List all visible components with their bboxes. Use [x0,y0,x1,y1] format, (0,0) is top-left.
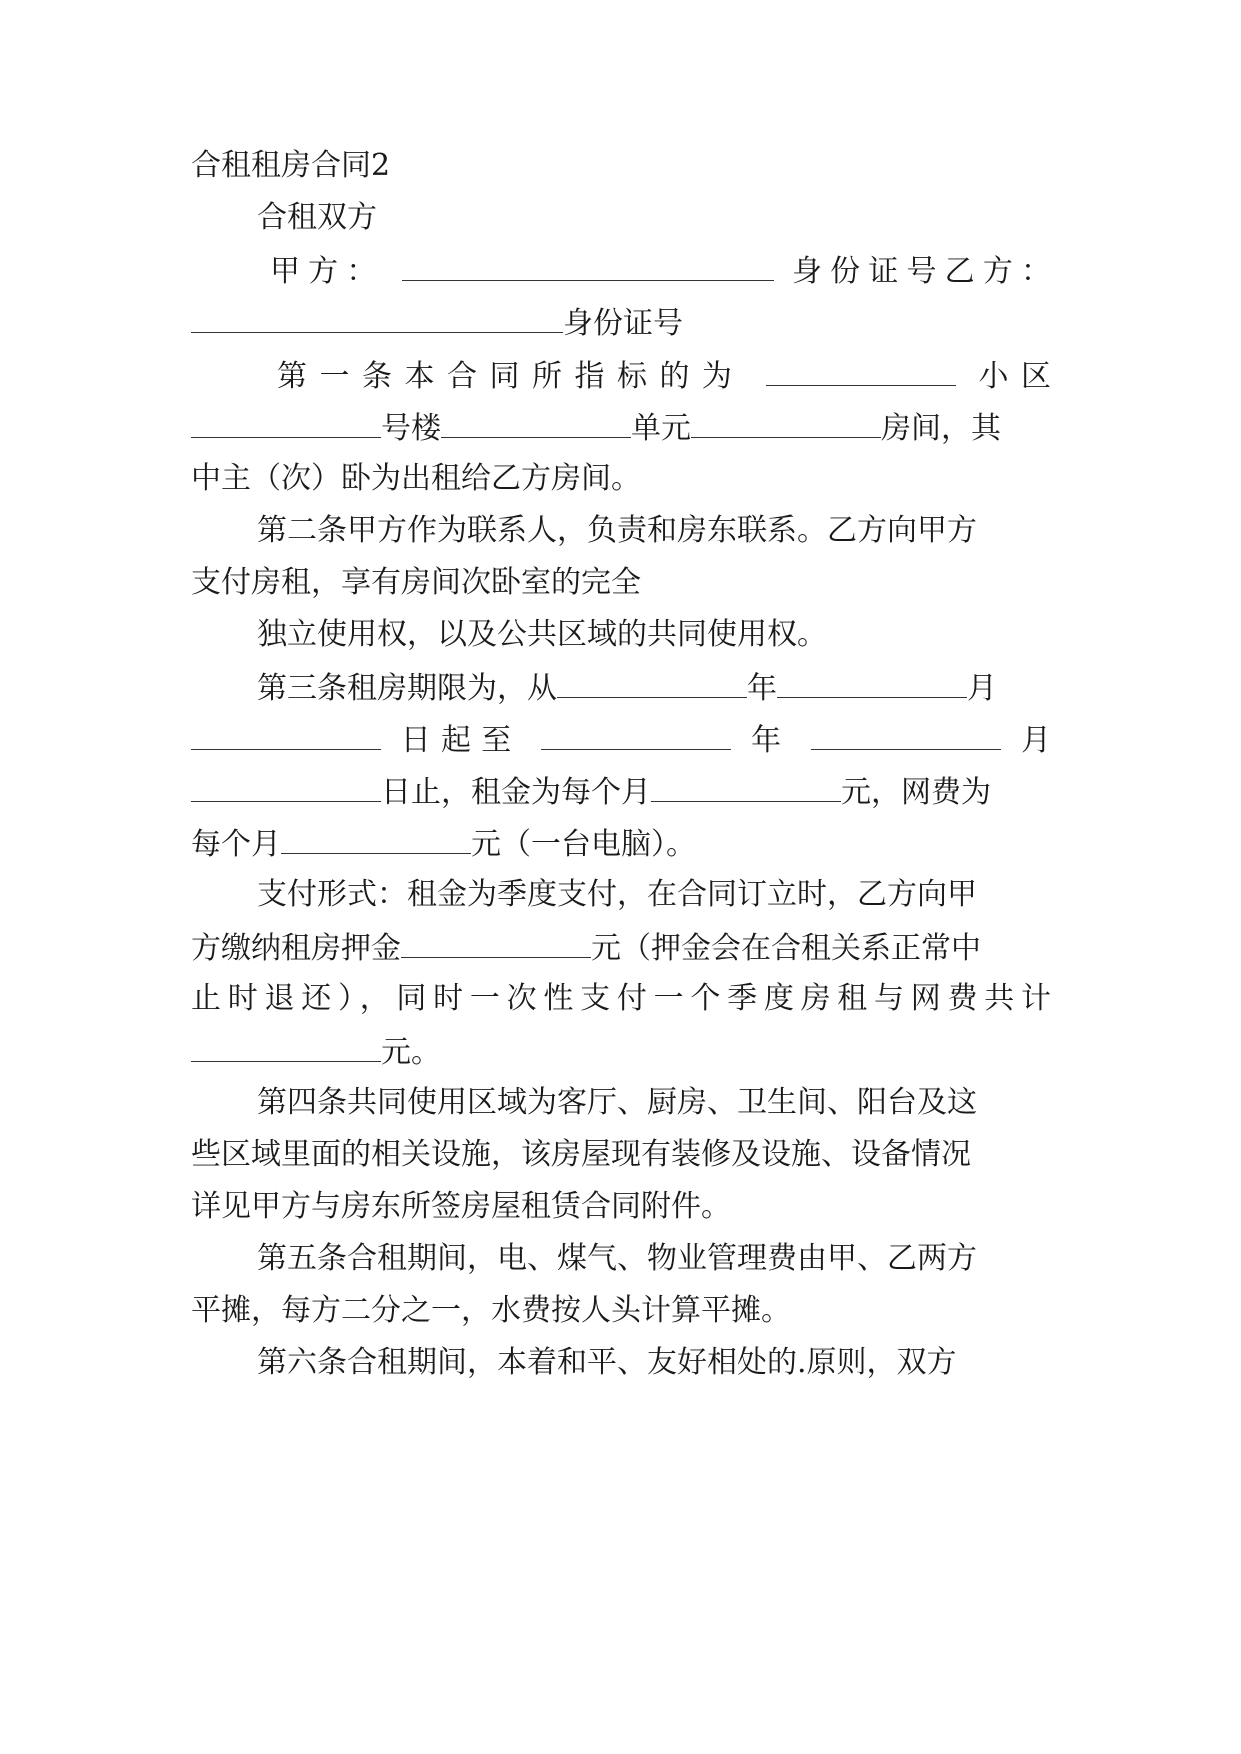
month-label: 月 [967,671,997,706]
unit-label: 单元 [631,411,691,446]
document-title: 合租租房合同2 [191,148,391,183]
net-fee-blank [281,823,471,854]
art2-line2: 支付房租，享有房间次卧室的完全 [191,565,641,600]
art5-line2: 平摊，每方二分之一，水费按人头计算平摊。 [191,1293,791,1328]
art4-line1: 第四条共同使用区域为客厅、厨房、卫生间、阳台及这 [257,1085,977,1120]
art1-line2 [191,407,1051,447]
art2-line1: 第二条甲方作为联系人，负责和房东联系。乙方向甲方 [257,513,977,548]
per-month-label: 每个月 [191,827,281,862]
yuan-pc-label: 元（一台电脑）。 [471,827,696,862]
year-label: 年 [747,671,777,706]
id-no-party-b-label: 身份证号乙方： [791,254,1051,289]
art3-line2 [191,719,1051,759]
payment-line2 [191,927,1051,967]
art3-line3 [191,771,1051,811]
total-blank [191,1031,381,1062]
total-suffix: 元。 [381,1035,441,1070]
deposit-prefix: 方缴纳租房押金 [191,931,401,966]
end-month-blank [811,719,1001,750]
end-prefix: 日止，租金为每个月 [381,775,651,810]
party-a-blank [402,250,774,281]
start-to-label: 日起至 [400,723,522,758]
art2-line3: 独立使用权，以及公共区域的共同使用权。 [257,617,827,652]
yuan-net-label: 元，网费为 [841,775,991,810]
end-month-label: 月 [1021,723,1051,758]
art4-line3: 详见甲方与房东所签房屋租赁合同附件。 [191,1189,731,1224]
parties-heading: 合租双方 [257,200,377,235]
end-day-blank [191,771,381,802]
art3-line1 [257,667,1051,707]
art1-text: 第一条本合同所指标的为 [277,359,745,394]
start-month-blank [777,667,967,698]
art1-tail: 小区 [978,359,1051,394]
building-blank [191,407,381,438]
deposit-blank [401,927,591,958]
party-b-blank [191,302,563,333]
unit-blank [441,407,631,438]
building-label: 号楼 [381,411,441,446]
room-label: 房间，其 [881,411,1001,446]
id-no-label: 身份证号 [563,306,683,341]
payment-line3: 止时退还），同时一次性支付一个季度房租与网费共计 [191,981,1051,1016]
deposit-suffix: 元（押金会在合租关系正常中 [591,931,981,966]
end-year-label: 年 [751,723,792,758]
payment-line1: 支付形式：租金为季度支付，在合同订立时，乙方向甲 [257,877,977,912]
rent-blank [651,771,841,802]
art3-prefix: 第三条租房期限为，从 [257,671,557,706]
art1-line3: 中主（次）卧为出租给乙方房间。 [191,461,641,496]
end-year-blank [541,719,731,750]
room-blank [691,407,881,438]
party-a-label: 甲方： [270,254,385,289]
party-b-id-line [191,302,1051,342]
community-blank [766,355,956,386]
art4-line2: 些区域里面的相关设施，该房屋现有装修及设施、设备情况 [191,1137,971,1172]
start-year-blank [557,667,747,698]
payment-line4 [191,1031,1051,1071]
art6-line1: 第六条合租期间，本着和平、友好相处的.原则，双方 [257,1345,957,1380]
art5-line1: 第五条合租期间，电、煤气、物业管理费由甲、乙两方 [257,1241,977,1276]
party-line [270,250,1051,290]
art1-line1 [277,355,1051,395]
art3-line4 [191,823,1051,863]
start-day-blank [191,719,381,750]
